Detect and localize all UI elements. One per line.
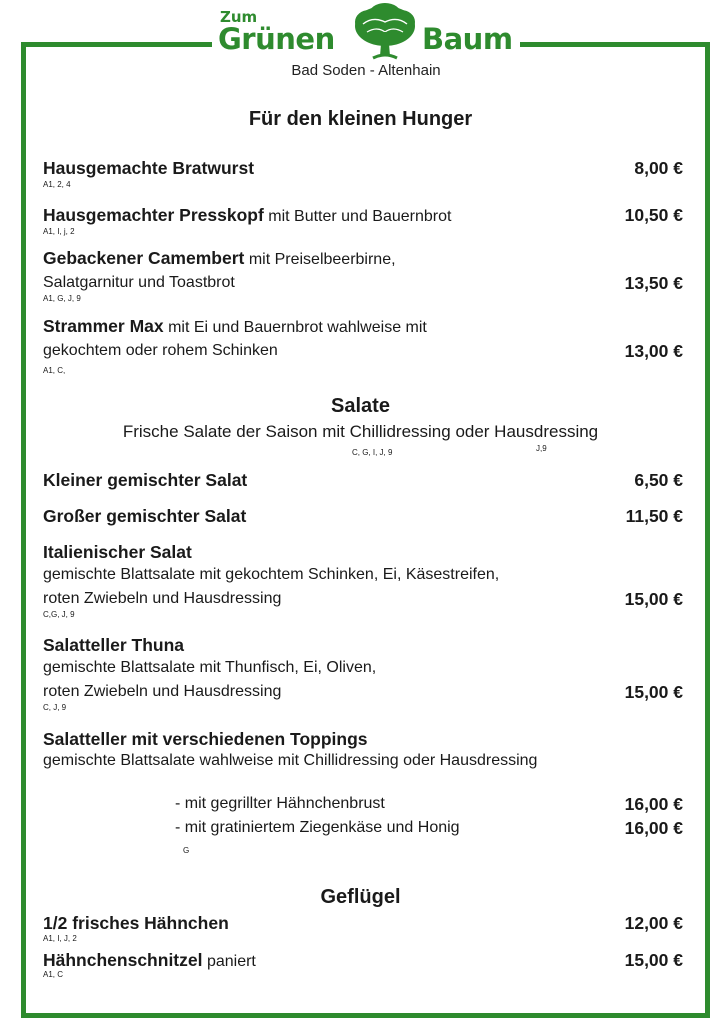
item-description: mit Ei und Bauernbrot wahlweise mit xyxy=(168,319,427,336)
item-price: 12,00 € xyxy=(624,913,683,933)
item-name: Salatteller Thuna xyxy=(43,635,185,655)
item-allergens: C, J, 9 xyxy=(43,703,67,712)
topping-option: - mit gratiniertem Ziegenkäse und Honig xyxy=(175,819,460,836)
section-subtitle: Frische Salate der Saison mit Chillidressing oder Hausdressing xyxy=(122,422,599,441)
item-price: 15,00 € xyxy=(624,589,683,609)
item-name: 1/2 frisches Hähnchen xyxy=(43,913,229,933)
item-allergens: C,G, J, 9 xyxy=(43,610,75,619)
tree-icon xyxy=(349,2,421,62)
item-name: Strammer Max xyxy=(43,316,164,336)
item-description: gemischte Blattsalate wahlweise mit Chillidressing oder Hausdressing xyxy=(43,752,538,769)
location-text: Bad Soden - Altenhain xyxy=(291,62,441,79)
subtitle-allergens-haus: J,9 xyxy=(536,444,547,453)
topping-price: 16,00 € xyxy=(624,818,683,838)
item-description-line2: gekochtem oder rohem Schinken xyxy=(43,342,278,359)
item-price: 8,00 € xyxy=(634,158,683,178)
item-description: gemischte Blattsalate mit Thunfisch, Ei, Oliven, xyxy=(43,659,377,676)
item-price: 15,00 € xyxy=(624,682,683,702)
item-name: Italienischer Salat xyxy=(43,542,192,562)
item-price: 15,00 € xyxy=(624,950,683,970)
item-description: gemischte Blattsalate mit gekochtem Schinken, Ei, Käsestreifen, xyxy=(43,566,500,583)
logo-baum: Baum xyxy=(422,22,513,56)
item-allergens: A1, 2, 4 xyxy=(43,180,71,189)
restaurant-logo xyxy=(212,2,520,84)
item-price: 13,50 € xyxy=(624,273,683,293)
section-title-poultry: Geflügel xyxy=(320,886,401,908)
item-price: 13,00 € xyxy=(624,341,683,361)
item-name: Hausgemachte Bratwurst xyxy=(43,158,255,178)
menu-item xyxy=(43,248,396,269)
item-allergens: A1, I, j, 2 xyxy=(43,227,75,236)
item-name: Salatteller mit verschiedenen Toppings xyxy=(43,729,368,749)
item-allergens: A1, I, J, 2 xyxy=(43,934,77,943)
item-description-line2: roten Zwiebeln und Hausdressing xyxy=(43,683,282,700)
item-allergens: A1, C xyxy=(43,970,64,979)
item-description: mit Butter und Bauernbrot xyxy=(268,208,452,225)
section-title-snacks: Für den kleinen Hunger xyxy=(248,108,473,130)
logo-zum: Zum xyxy=(220,8,258,26)
logo-gruenen: Grünen xyxy=(218,22,335,56)
item-name: Hausgemachter Presskopf xyxy=(43,205,264,225)
item-price: 10,50 € xyxy=(624,205,683,225)
item-name: Hähnchenschnitzel xyxy=(43,950,203,970)
menu-border xyxy=(21,42,710,1018)
item-description-line2: Salatgarnitur und Toastbrot xyxy=(43,274,235,291)
topping-option: - mit gegrillter Hähnchenbrust xyxy=(175,795,385,812)
item-description-line2: roten Zwiebeln und Hausdressing xyxy=(43,590,282,607)
item-description: mit Preiselbeerbirne, xyxy=(248,251,396,268)
item-name: Gebackener Camembert xyxy=(43,248,245,268)
item-allergens: A1, G, J, 9 xyxy=(43,294,81,303)
topping-allergens: G xyxy=(183,846,190,855)
section-title-salads: Salate xyxy=(331,395,390,417)
item-allergens: A1, C, xyxy=(43,366,66,375)
subtitle-allergens-chilli: C, G, I, J, 9 xyxy=(352,448,393,457)
item-name: Kleiner gemischter Salat xyxy=(43,470,248,490)
menu-item xyxy=(43,158,254,179)
item-price: 11,50 € xyxy=(625,506,683,526)
menu-item xyxy=(43,950,256,971)
menu-item xyxy=(43,205,451,226)
topping-price: 16,00 € xyxy=(624,794,683,814)
menu-item xyxy=(43,316,427,337)
item-price: 6,50 € xyxy=(634,470,683,490)
item-name: Großer gemischter Salat xyxy=(43,506,247,526)
item-description: paniert xyxy=(206,953,256,970)
